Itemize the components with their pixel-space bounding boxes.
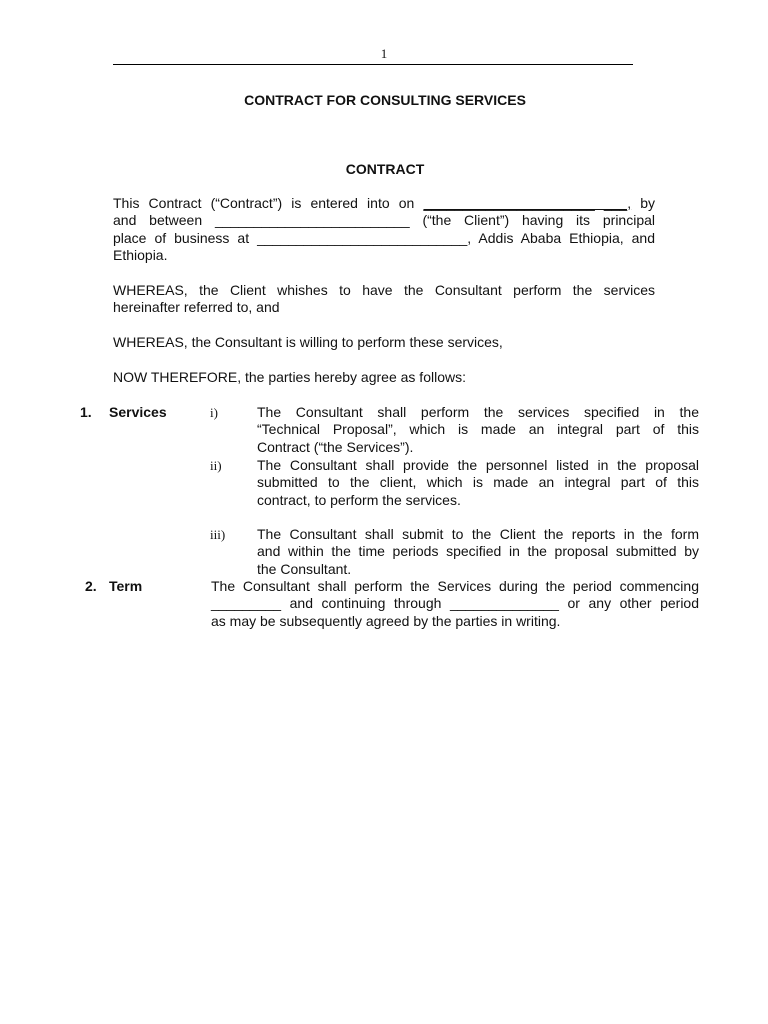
services-item-1-numeral: i) bbox=[210, 405, 218, 420]
intro-line-1 bbox=[113, 195, 655, 212]
services-item-3-numeral: iii) bbox=[210, 527, 226, 542]
term-number: 2. bbox=[85, 578, 97, 594]
page-number: 1 bbox=[380, 46, 388, 61]
services-item-3-line: the Consultant. bbox=[257, 560, 352, 577]
term-text bbox=[211, 578, 699, 630]
now-therefore-paragraph: NOW THEREFORE, the parties hereby agree as follows: bbox=[113, 369, 466, 385]
services-item-1-text bbox=[257, 404, 699, 456]
services-number: 1. bbox=[80, 404, 92, 420]
whereas1-line-1: WHEREAS, the Client whishes to have the Consultant perform the services bbox=[113, 282, 655, 298]
term-heading: Term bbox=[109, 578, 143, 594]
date-blank: ______________________ ___, bbox=[423, 195, 632, 211]
services-item-1-line: Contract (“the Services”). bbox=[257, 438, 414, 455]
client-name-blank: _________________________ bbox=[214, 212, 410, 229]
services-item-3-text bbox=[257, 526, 699, 578]
services-item-2-line: The Consultant shall provide the personnel listed in the proposal bbox=[257, 457, 699, 473]
document-title: CONTRACT FOR CONSULTING SERVICES bbox=[244, 92, 526, 108]
intro-text-1c: by bbox=[640, 195, 656, 211]
services-item-2-numeral: ii) bbox=[210, 458, 222, 473]
services-item-2-line: submitted to the client, which is made an integral part of this bbox=[257, 474, 699, 491]
whereas-paragraph-2: WHEREAS, the Consultant is willing to perform these services, bbox=[113, 334, 503, 350]
term-line: The Consultant shall perform the Services during the period commencing bbox=[211, 578, 699, 594]
term-line: as may be subsequently agreed by the parties in writing. bbox=[211, 612, 561, 629]
intro-line-3: place of business at ___________________________, Addis Ababa Ethiopia, and bbox=[113, 229, 655, 246]
services-item-2-text bbox=[257, 457, 699, 509]
whereas1-line-2: hereinafter referred to, and bbox=[113, 299, 280, 316]
whereas-paragraph-1 bbox=[113, 282, 655, 317]
intro-text-1a: This Contract (“Contract”) is entered into on bbox=[113, 195, 415, 211]
section-title: CONTRACT bbox=[345, 161, 425, 177]
header-rule bbox=[113, 64, 633, 65]
term-line: _________ and continuing through ______________ or any other period bbox=[211, 595, 699, 612]
intro-paragraph bbox=[113, 195, 655, 265]
services-item-1-line: The Consultant shall perform the services specified in the bbox=[257, 404, 699, 420]
services-item-3-line: and within the time periods specified in the proposal submitted by bbox=[257, 543, 699, 560]
services-item-2-line: contract, to perform the services. bbox=[257, 491, 461, 508]
intro-line-2 bbox=[113, 212, 655, 229]
intro-text-2a: and between bbox=[113, 212, 203, 229]
intro-line-4: Ethiopia. bbox=[113, 247, 168, 264]
intro-text-2c: (“the Client”) having its principal bbox=[422, 212, 656, 229]
services-item-3-line: The Consultant shall submit to the Client the reports in the form bbox=[257, 526, 699, 542]
services-item-1-line: “Technical Proposal”, which is made an integral part of this bbox=[257, 421, 699, 438]
services-heading: Services bbox=[109, 404, 167, 420]
